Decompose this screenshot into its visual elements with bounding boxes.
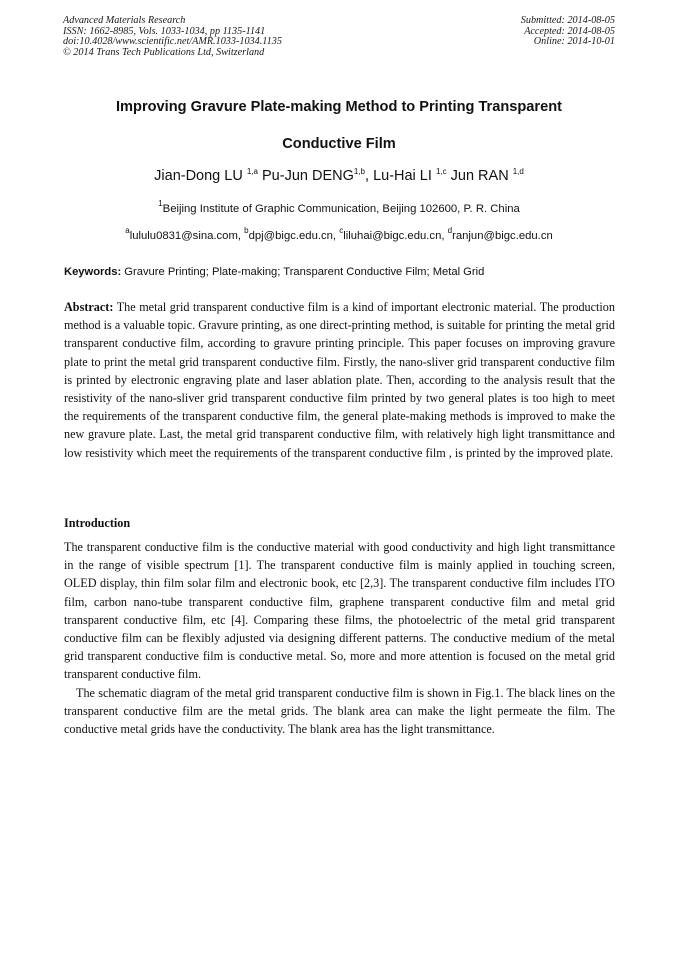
paper-title: [63, 89, 615, 163]
email-mark: a: [125, 226, 130, 235]
keywords-label: Keywords:: [64, 266, 122, 278]
author-name: Pu-Jun DENG: [262, 168, 354, 184]
journal-doi: doi:10.4028/www.scientific.net/AMR.1033-1034.1135: [63, 36, 282, 48]
journal-copyright: © 2014 Trans Tech Publications Ltd, Switzerland: [63, 46, 265, 58]
affiliation-mark: 1: [158, 199, 163, 208]
email-address: liluhai@bigc.edu.cn,: [343, 230, 448, 242]
author-affiliation-mark: 1,d: [512, 167, 524, 176]
author-affiliation-mark: 1,c: [435, 167, 447, 176]
email-address: lululu0831@sina.com,: [129, 230, 245, 242]
email-mark: d: [447, 226, 453, 235]
affiliation: [63, 201, 615, 217]
email-mark: b: [244, 226, 249, 235]
author-list: [63, 166, 615, 186]
keywords: [64, 264, 616, 280]
author-separator: ,: [365, 168, 374, 184]
author-affiliation-mark: 1,b: [353, 167, 365, 176]
journal-name: Advanced Materials Research: [63, 15, 186, 26]
journal-header-right: [521, 16, 615, 48]
introduction-paragraph: The transparent conductive film is the conductive material with good conductivity and high light transmittance in the range of visible spectrum [1]. The transparent conductive film is mainly applied in touching screen, OLED display, thin film solar film and electronic book, etc [2,3]. The transparent conductive film includes ITO film, carbon nano-tube transparent conductive film, graphene transparent conductive film and metal grid transparent conductive film, etc [4]. Comparing these films, the photoelectric of the metal grid transparent conductive film can be flexibly adjusted via designing different patterns. The conductive medium of the metal grid transparent conductive film is conductive metal. So, more and more attention is focused on the metal grid transparent conductive film.: [64, 540, 615, 682]
paper-title-line-2: Conductive Film: [282, 136, 396, 152]
author-name: Jun RAN: [450, 168, 513, 184]
abstract-label: Abstract:: [64, 300, 114, 314]
author-name: Lu-Hai LI: [373, 168, 436, 184]
email-address: dpj@bigc.edu.cn,: [248, 230, 340, 242]
email-list: [63, 228, 615, 244]
author-name: Jian-Dong LU: [154, 168, 247, 184]
accepted-date: Accepted: 2014-08-05: [524, 25, 615, 37]
introduction-heading: Introduction: [64, 516, 131, 530]
paper-title-line-1: Improving Gravure Plate-making Method to Printing Transparent: [116, 99, 562, 115]
email-mark: c: [339, 226, 344, 235]
keywords-text: Gravure Printing; Plate-making; Transparent Conductive Film; Metal Grid: [121, 266, 485, 278]
journal-issn: ISSN: 1662-8985, Vols. 1033-1034, pp 1135-1141: [63, 25, 266, 37]
introduction-paragraph: The schematic diagram of the metal grid transparent conductive film is shown in Fig.1. The black lines on the transparent conductive film are the metal grids. The blank area can make the light permeate the film. The conductive metal grids have the conductivity. The blank area has the light transmittance.: [64, 685, 615, 737]
introduction-body: [64, 538, 615, 738]
online-date: Online: 2014-10-01: [533, 36, 615, 48]
abstract: [64, 298, 615, 462]
journal-header-left: [63, 16, 282, 58]
email-address: ranjun@bigc.edu.cn: [452, 230, 553, 242]
affiliation-text: Beijing Institute of Graphic Communication, Beijing 102600, P. R. China: [162, 203, 520, 215]
submitted-date: Submitted: 2014-08-05: [520, 15, 615, 26]
abstract-text: The metal grid transparent conductive film is a kind of important electronic material. The production method is a valuable topic. Gravure printing, as one direct-printing method, is suitable for printing the metal grid transparent conductive film, according to gravure printing principle. This paper focuses on improving gravure plate to print the metal grid transparent conductive film. Firstly, the nano-sliver grid transparent conductive film is printed by electronic engraving plate and laser ablation plate. Then, according to the analysis result that the resistivity of the nano-sliver grid transparent conductive film printed by two general plates is too high to meet the requirements of the transparent conductive film, the general plate-making methods is improved to make the new gravure plate. Last, the metal grid transparent conductive film, with relatively high light transmittance and low resistivity which meet the requirements of the transparent conductive film , is printed by the improved plate.: [64, 300, 615, 460]
author-affiliation-mark: 1,a: [246, 167, 258, 176]
